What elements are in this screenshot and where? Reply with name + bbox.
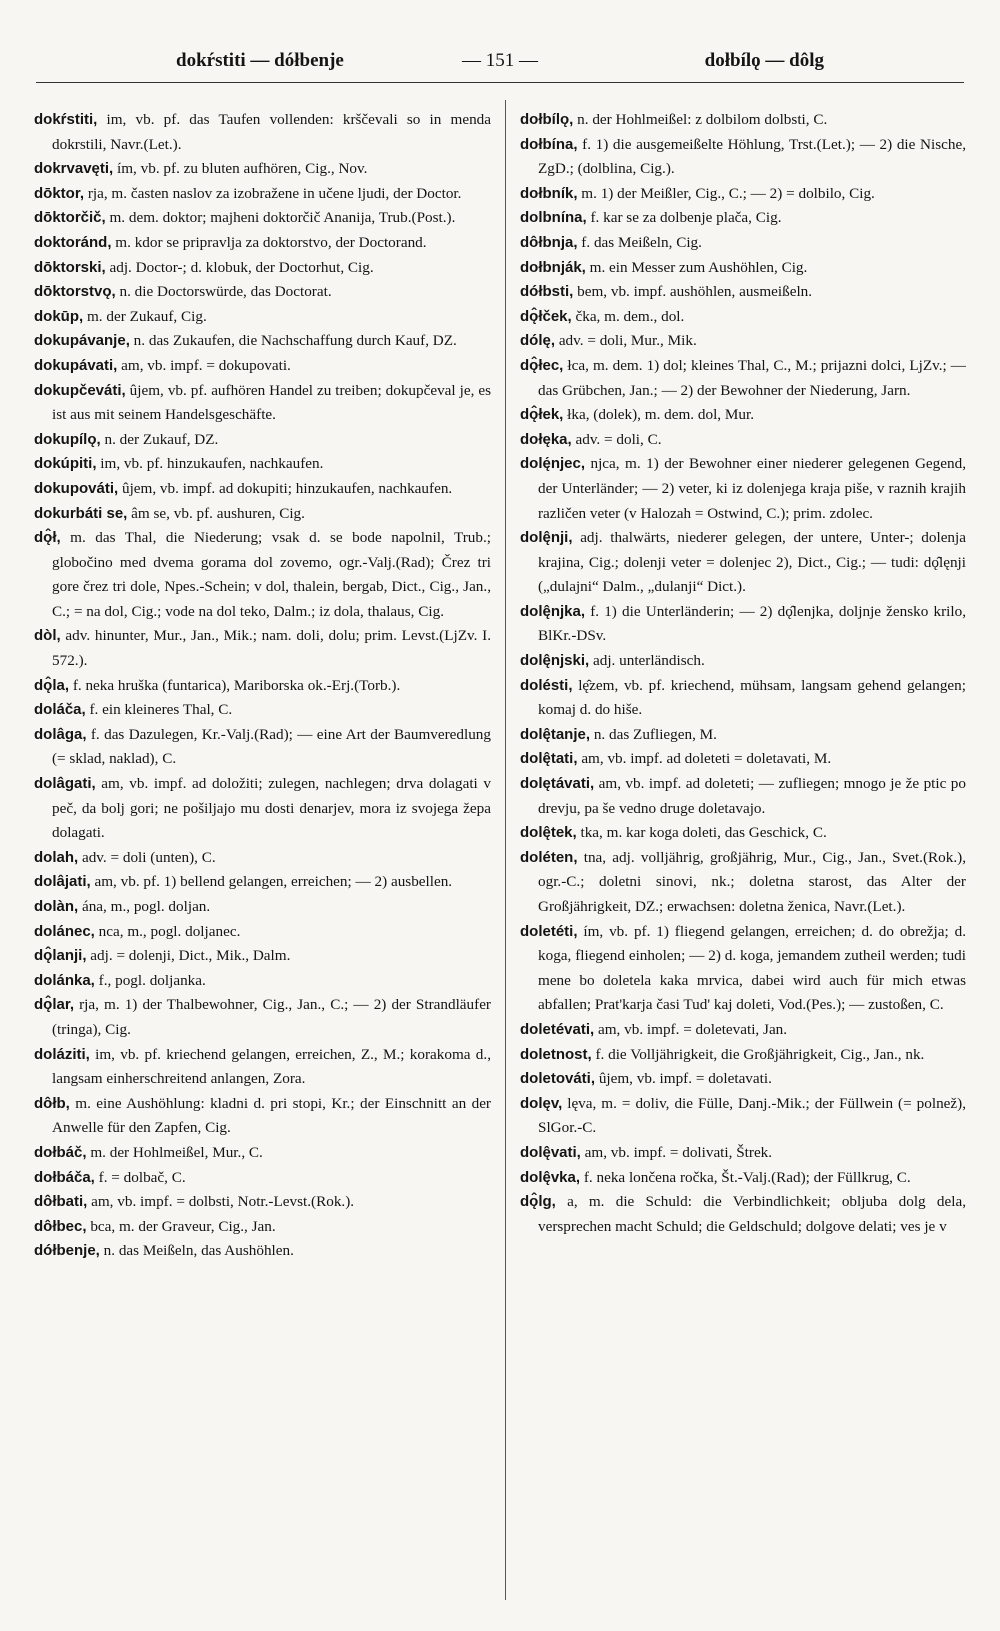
entry-headword: dolbnína, xyxy=(520,209,587,227)
entry-headword: doletnost, xyxy=(520,1045,592,1063)
entry-definition: łca, m. dem. 1) dol; kleines Thal, C., M.; prijazni dolci, LjZv.; — das Grübchen, Jan.; — 2) der Bewohner der Niederung, Jarn. xyxy=(538,356,966,399)
dictionary-entry xyxy=(34,108,491,157)
entry-definition: f. = dolbač, C. xyxy=(94,1168,186,1186)
entry-headword: dolâjati, xyxy=(34,873,91,891)
dictionary-entry xyxy=(34,723,491,772)
dictionary-entry xyxy=(34,354,491,379)
entry-definition: a, m. die Schuld: die Verbindlichkeit; obljuba dolg dela, versprechen macht Schuld; die Geldschuld; dolgove delati; ves je v xyxy=(538,1193,966,1235)
dictionary-entry xyxy=(520,1190,966,1239)
entry-headword: dǫ̂łček, xyxy=(520,307,572,325)
entry-definition: tna, adj. volljährig, großjährig, Mur., Cig., Jan., Svet.(Rok.), ogr.-C.; doletni sinovi, nk.; doletna starost, das Alter der Großjährigkeit, DZ.; erwachsen: doletna ženica, Navr.(Let.). xyxy=(538,848,966,915)
entry-headword: dōktorstvǫ, xyxy=(34,283,116,301)
entry-headword: dokupávati, xyxy=(34,356,118,374)
entry-headword: dolę̂tek, xyxy=(520,824,577,842)
entry-definition: łka, (dolek), m. dem. dol, Mur. xyxy=(563,406,755,424)
dictionary-entry xyxy=(34,1166,491,1191)
dictionary-entry xyxy=(520,182,966,207)
dictionary-entry xyxy=(34,895,491,920)
entry-definition: ím, vb. pf. zu bluten aufhören, Cig., Nov. xyxy=(113,160,368,178)
dictionary-entry xyxy=(520,1043,966,1068)
entry-definition: f. 1) die ausgemeißelte Höhlung, Trst.(Let.); — 2) die Nische, ZgD.; (dolblina, Cig.). xyxy=(538,135,966,178)
dictionary-entry xyxy=(520,747,966,772)
entry-definition: am, vb. impf. = dokupovati. xyxy=(117,356,291,374)
entry-headword: dołbáča, xyxy=(34,1168,95,1186)
dictionary-entry xyxy=(520,329,966,354)
entry-headword: dolę̂tanje, xyxy=(520,725,591,743)
entry-headword: dǫ̂łec, xyxy=(520,356,564,374)
entry-definition: n. der Zukauf, DZ. xyxy=(100,430,219,448)
entry-headword: dôłbec, xyxy=(34,1217,87,1235)
dictionary-entry xyxy=(34,452,491,477)
entry-headword: dólę, xyxy=(520,332,556,350)
entry-headword: dokurbáti se, xyxy=(34,504,128,522)
entry-definition: ím, vb. pf. 1) fliegend gelangen, erreichen; d. do obrežja; d. koga, fliegend einholen; — 2) d. koga, jemandem zutheil werden; tudi mene bo doletela kaka mrvica, dabei wird auch für mich etwas abfallen; Prat'karja časi Tud' kaj doleti, Vod.(Pes.); — zustoßen, C. xyxy=(538,922,966,1014)
dictionary-entry xyxy=(520,649,966,674)
entry-headword: dōktorski, xyxy=(34,258,106,276)
entry-definition: am, vb. pf. 1) bellend gelangen, erreichen; — 2) ausbellen. xyxy=(90,873,453,891)
entry-definition: bem, vb. impf. aushöhlen, ausmeißeln. xyxy=(573,283,813,301)
entry-headword: doletováti, xyxy=(520,1070,596,1088)
dictionary-entry xyxy=(34,870,491,895)
entry-headword: dôłbnja, xyxy=(520,233,578,251)
dictionary-entry xyxy=(520,1141,966,1166)
entry-headword: doletéti, xyxy=(520,922,578,940)
entry-definition: ûjem, vb. impf. ad dokupiti; hinzukaufen, nachkaufen. xyxy=(118,479,453,497)
dictionary-entry xyxy=(34,920,491,945)
entry-headword: dolę̂vka, xyxy=(520,1168,581,1186)
entry-headword: dolę̂njski, xyxy=(520,652,590,670)
entry-headword: dolęv, xyxy=(520,1094,563,1112)
dictionary-entry xyxy=(520,256,966,281)
entry-headword: dolàn, xyxy=(34,898,79,915)
entry-headword: dǫ̂lar, xyxy=(34,996,75,1014)
entry-headword: dokupčeváti, xyxy=(34,381,126,399)
entry-headword: dołbína, xyxy=(520,135,578,153)
entry-definition: adv. = doli, C. xyxy=(571,430,662,448)
entry-headword: doláča, xyxy=(34,701,86,719)
dictionary-entry xyxy=(34,477,491,502)
entry-headword: dokúpiti, xyxy=(34,455,97,473)
dictionary-entry xyxy=(34,1190,491,1215)
dictionary-entry xyxy=(34,846,491,871)
entry-definition: n. das Meißeln, das Aushöhlen. xyxy=(99,1242,294,1260)
dictionary-entry xyxy=(520,452,966,526)
dictionary-entry xyxy=(520,403,966,428)
entry-definition: njca, m. 1) der Bewohner einer niederer gelegenen Gegend, der Unterländer; — 2) veter, ki iz dolenjega kraja piše, v raznih krajih različen veter (v Halozah = Ostwind, C.); prim. zdolec. xyxy=(538,455,966,522)
entry-headword: dółbsti, xyxy=(520,283,574,301)
entry-definition: ána, m., pogl. doljan. xyxy=(78,898,211,915)
entry-definition: f., pogl. doljanka. xyxy=(94,971,206,989)
entry-definition: čka, m. dem., dol. xyxy=(571,307,685,325)
entry-headword: dǫ̂la, xyxy=(34,676,70,694)
dictionary-entry xyxy=(520,133,966,182)
entry-headword: dokŕstiti, xyxy=(34,111,98,128)
entry-headword: dolánka, xyxy=(34,971,95,989)
dictionary-entry xyxy=(520,846,966,920)
entry-headword: doktoránd, xyxy=(34,233,112,251)
entry-headword: dokupílǫ, xyxy=(34,430,101,448)
entry-definition: ûjem, vb. pf. aufhören Handel zu treiben; dokupčeval je, es ist aus mit seinem Handelsgeschäfte. xyxy=(52,381,491,424)
entry-headword: dǫ̂lanji, xyxy=(34,947,87,965)
dictionary-entry xyxy=(34,157,491,182)
entry-headword: dǫ̂ł, xyxy=(34,529,61,547)
header-left-guideword: dokŕstiti — dółbenje xyxy=(176,50,344,71)
entry-headword: dǫ̂łek, xyxy=(520,406,564,424)
dictionary-entry xyxy=(520,723,966,748)
dictionary-entry xyxy=(520,231,966,256)
dictionary-entry xyxy=(34,428,491,453)
entry-definition: âm se, vb. pf. aushuren, Cig. xyxy=(127,504,305,522)
entry-headword: dolésti, xyxy=(520,676,573,694)
entry-definition: m. ein Messer zum Aushöhlen, Cig. xyxy=(585,258,808,276)
entry-headword: dòl, xyxy=(34,627,61,645)
entry-headword: dolę̂nji, xyxy=(520,529,573,547)
entry-definition: ûjem, vb. impf. = doletavati. xyxy=(595,1070,772,1088)
entry-headword: dolánec, xyxy=(34,922,95,940)
dictionary-entry xyxy=(520,526,966,600)
entry-headword: dokupávanje, xyxy=(34,332,130,350)
entry-headword: dolę̂njka, xyxy=(520,602,586,620)
dictionary-entry xyxy=(520,920,966,1018)
entry-headword: dokrvavęti, xyxy=(34,160,114,178)
entry-definition: adj. unterländisch. xyxy=(589,652,705,670)
dictionary-entry xyxy=(34,502,491,527)
dictionary-entry xyxy=(34,206,491,231)
entry-definition: f. kar se za dolbenje plača, Cig. xyxy=(586,209,782,227)
dictionary-entry xyxy=(34,256,491,281)
header-right-guideword: dołbílǫ — dôlg xyxy=(704,50,824,71)
dictionary-entry xyxy=(34,624,491,673)
dictionary-entry xyxy=(520,354,966,403)
dictionary-entry xyxy=(34,182,491,207)
dictionary-entry xyxy=(34,1141,491,1166)
dictionary-entry xyxy=(34,379,491,428)
entry-definition: am, vb. impf. ad doleteti = doletavati, M. xyxy=(577,750,832,768)
entry-headword: dōktor, xyxy=(34,184,85,202)
dictionary-entry xyxy=(34,993,491,1042)
entry-definition: lę̂zem, vb. pf. kriechend, mühsam, langsam gehend gelangen; komaj d. do hiše. xyxy=(538,676,966,719)
entry-definition: n. der Hohlmeißel: z dolbilom dolbsti, C. xyxy=(573,111,828,128)
entry-definition: n. das Zufliegen, M. xyxy=(590,725,717,743)
dictionary-entry xyxy=(520,280,966,305)
dictionary-entry xyxy=(34,1239,491,1264)
entry-definition: m. kdor se pripravlja za doktorstvo, der Doctorand. xyxy=(111,233,427,251)
entry-definition: f. 1) die Unterländerin; — 2) dǫ̂lenjka, doljnje žensko krilo, BlKr.-DSv. xyxy=(538,602,966,645)
page-header xyxy=(36,40,964,80)
dictionary-entry xyxy=(520,305,966,330)
dictionary-entry xyxy=(520,428,966,453)
entry-definition: m. der Hohlmeißel, Mur., C. xyxy=(86,1143,263,1161)
dictionary-entry xyxy=(34,674,491,699)
dictionary-entry xyxy=(34,1092,491,1141)
dictionary-entry xyxy=(520,1166,966,1191)
entry-definition: am, vb. impf. ad doložiti; zulegen, nachlegen; drva dolagati v peč, da bolj gori; ne pošiljajo mu dosti denarjev, mora iz svojega žepa dolagati. xyxy=(52,775,491,842)
dictionary-entry xyxy=(34,1043,491,1092)
entry-definition: f. ein kleineres Thal, C. xyxy=(85,701,233,719)
entry-headword: dołbnják, xyxy=(520,258,586,276)
entry-definition: f. das Dazulegen, Kr.-Valj.(Rad); — eine Art der Baumveredlung (= sklad, naklad), C. xyxy=(52,725,491,768)
entry-definition: rja, m. 1) der Thalbewohner, Cig., Jan., C.; — 2) der Strandläufer (tringa), Cig. xyxy=(52,996,491,1038)
entry-headword: dolah, xyxy=(34,848,79,866)
entry-headword: dokupováti, xyxy=(34,479,119,497)
entry-headword: dolę̂vati, xyxy=(520,1143,581,1161)
entry-definition: im, vb. pf. hinzukaufen, nachkaufen. xyxy=(96,455,324,473)
entry-definition: n. das Zukaufen, die Nachschaffung durch Kauf, DZ. xyxy=(129,332,457,350)
dictionary-entry xyxy=(520,1018,966,1043)
dictionary-entry xyxy=(34,305,491,330)
entry-headword: dołbáč, xyxy=(34,1143,87,1161)
entry-headword: dôłbati, xyxy=(34,1193,88,1211)
entry-definition: adj. = dolenji, Dict., Mik., Dalm. xyxy=(86,947,291,965)
entry-definition: adj. thalwärts, niederer gelegen, der untere, Unter-; dolenja krajina, Cig.; dolenji veter = dolenjec 2), Dict., Cig.; — tudi: dǫ̂lęnji („dulajni“ Dalm., „dulanji“ Dict.). xyxy=(538,529,966,596)
entry-definition: am, vb. impf. ad doleteti; — zufliegen; mnogo je že ptic po drevju, pa še vedno druge doletavajo. xyxy=(538,775,966,817)
entry-headword: dółbenje, xyxy=(34,1242,100,1260)
entry-definition: am, vb. impf. = dolivati, Štrek. xyxy=(580,1143,773,1161)
entry-definition: n. die Doctorswürde, das Doctorat. xyxy=(115,283,332,301)
dictionary-entry xyxy=(520,772,966,821)
entry-headword: dolâgati, xyxy=(34,775,96,793)
left-column xyxy=(34,108,491,1608)
entry-headword: doláziti, xyxy=(34,1045,90,1063)
dictionary-entry xyxy=(34,329,491,354)
entry-headword: dołbník, xyxy=(520,184,578,202)
entry-definition: im, vb. pf. das Taufen vollenden: krščevali so in menda dokrstili, Navr.(Let.). xyxy=(52,111,491,153)
entry-headword: doléten, xyxy=(520,848,578,866)
entry-definition: m. dem. doktor; majheni doktorčič Ananija, Trub.(Post.). xyxy=(105,209,456,227)
entry-definition: adj. Doctor-; d. klobuk, der Doctorhut, Cig. xyxy=(105,258,374,276)
entry-definition: lęva, m. = doliv, die Fülle, Danj.-Mik.; der Füllwein (= polnež), SlGor.-C. xyxy=(538,1094,966,1137)
dictionary-entry xyxy=(34,772,491,846)
dictionary-entry xyxy=(34,231,491,256)
entry-definition: am, vb. impf. = doletevati, Jan. xyxy=(594,1020,788,1038)
entry-headword: dōktorčič, xyxy=(34,209,106,227)
dictionary-entry xyxy=(34,698,491,723)
entry-headword: dołęka, xyxy=(520,430,572,448)
dictionary-entry xyxy=(34,1215,491,1240)
entry-definition: m. 1) der Meißler, Cig., C.; — 2) = dolbilo, Cig. xyxy=(577,184,875,202)
dictionary-entry xyxy=(520,600,966,649)
dictionary-entry xyxy=(34,280,491,305)
entry-definition: m. eine Aushöhlung: kladni d. pri stopi, Kr.; der Einschnitt an der Anwelle für den Zapfen, Cig. xyxy=(52,1094,491,1137)
entry-definition: adv. hinunter, Mur., Jan., Mik.; nam. doli, dolu; prim. Levst.(LjZv. I. 572.). xyxy=(52,627,491,670)
header-rule xyxy=(36,82,964,83)
entry-definition: nca, m., pogl. doljanec. xyxy=(94,922,241,940)
entry-headword: dolętávati, xyxy=(520,775,595,793)
entry-headword: dołbílǫ, xyxy=(520,111,574,128)
dictionary-entry xyxy=(520,108,966,133)
entry-definition: tka, m. kar koga doleti, das Geschick, C. xyxy=(576,824,827,842)
column-divider xyxy=(505,100,506,1600)
entry-definition: bca, m. der Graveur, Cig., Jan. xyxy=(86,1217,276,1235)
entry-headword: dǫ̂lg, xyxy=(520,1193,556,1211)
dictionary-entry xyxy=(34,944,491,969)
dictionary-entry xyxy=(34,969,491,994)
right-column xyxy=(520,108,966,1608)
entry-definition: f. die Volljährigkeit, die Großjährigkeit, Cig., Jan., nk. xyxy=(591,1045,925,1063)
page-number: — 151 — xyxy=(462,50,538,71)
entry-headword: dokūp, xyxy=(34,307,84,325)
entry-headword: dolâga, xyxy=(34,725,87,743)
entry-definition: rja, m. časten naslov za izobražene in učene ljudi, der Doctor. xyxy=(84,184,462,202)
entry-definition: adv. = doli (unten), C. xyxy=(78,848,216,866)
entry-headword: dolę̂tati, xyxy=(520,750,578,768)
entry-headword: doletévati, xyxy=(520,1020,595,1038)
entry-headword: dôłb, xyxy=(34,1094,70,1112)
dictionary-entry xyxy=(520,1067,966,1092)
entry-definition: f. neka hruška (funtarica), Mariborska ok.-Erj.(Torb.). xyxy=(69,676,401,694)
entry-definition: m. der Zukauf, Cig. xyxy=(83,307,207,325)
entry-headword: dolę́njec, xyxy=(520,455,586,473)
entry-definition: adv. = doli, Mur., Mik. xyxy=(555,332,697,350)
entry-definition: m. das Thal, die Niederung; vsak d. se bode napolnil, Trub.; globočino med dvema gorama dol zovemo, ogr.-Valj.(Rad); Črez tri gore črez tri dole, Npes.-Schein; v dol, thalein, bergab, Dict., Cig., Jan., C.; = na dol, Cig.; vode na dol teko, Dalm.; iz dola, thalaus, Cig. xyxy=(52,529,491,620)
entry-definition: f. neka lončena ročka, Št.-Valj.(Rad); der Füllkrug, C. xyxy=(580,1168,911,1186)
dictionary-entry xyxy=(520,674,966,723)
dictionary-entry xyxy=(520,206,966,231)
entry-definition: am, vb. impf. = dolbsti, Notr.-Levst.(Rok.). xyxy=(87,1193,355,1211)
dictionary-entry xyxy=(520,821,966,846)
dictionary-entry xyxy=(34,526,491,624)
dictionary-entry xyxy=(520,1092,966,1141)
entry-definition: f. das Meißeln, Cig. xyxy=(577,233,702,251)
entry-definition: im, vb. pf. kriechend gelangen, erreichen, Z., M.; korakoma d., langsam einherschreitend anlangen, Zora. xyxy=(52,1045,491,1088)
